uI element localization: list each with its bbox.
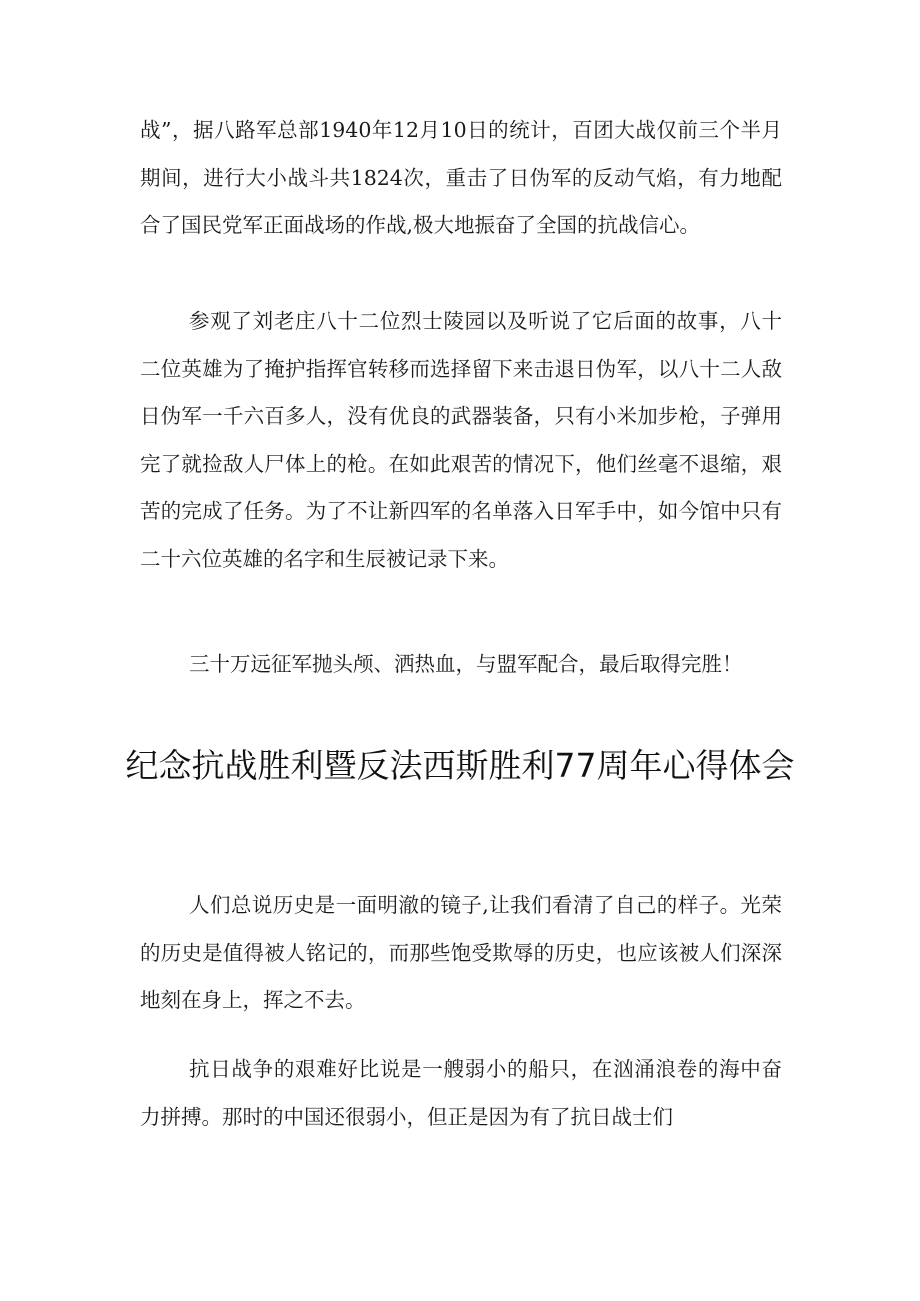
paragraph-history-mirror: 人们总说历史是一面明澈的镜子,让我们看清了自己的样子。光荣的历史是值得被人铭记的，而那些饱受欺辱的历史，也应该被人们深深地刻在身上，挥之不去。 (140, 893, 782, 1012)
paragraph-continued: 战”，据八路军总部1940年12月10日的统计，百团大战仅前三个半月期间，进行大小战斗共1824次，重击了日伪军的反动气焰，有力地配合了国民党军正面战场的作战,极大地振奋了全国的抗战信心。 (140, 118, 782, 237)
paragraph-expedition-army: 三十万远征军抛头颅、洒热血，与盟军配合，最后取得完胜！ (189, 652, 743, 676)
paragraph-war-ship: 抗日战争的艰难好比说是一艘弱小的船只，在汹涌浪卷的海中奋力拼搏。那时的中国还很弱小，但正是因为有了抗日战士们 (140, 1057, 782, 1129)
section-title: 纪念抗战胜利暨反法西斯胜利77周年心得体会 (125, 746, 795, 785)
paragraph-liulaozhuang: 参观了刘老庄八十二位烈士陵园以及听说了它后面的故事，八十二位英雄为了掩护指挥官转移而选择留下来击退日伪军，以八十二人敌日伪军一千六百多人，没有优良的武器装备，只有小米加步枪，子弹用完了就捡敌人尸体上的枪。在如此艰苦的情况下，他们丝毫不退缩，艰苦的完成了任务。为了不让新四军的名单落入日军手中，如今馆中只有二十六位英雄的名字和生辰被记录下来。 (140, 309, 782, 571)
